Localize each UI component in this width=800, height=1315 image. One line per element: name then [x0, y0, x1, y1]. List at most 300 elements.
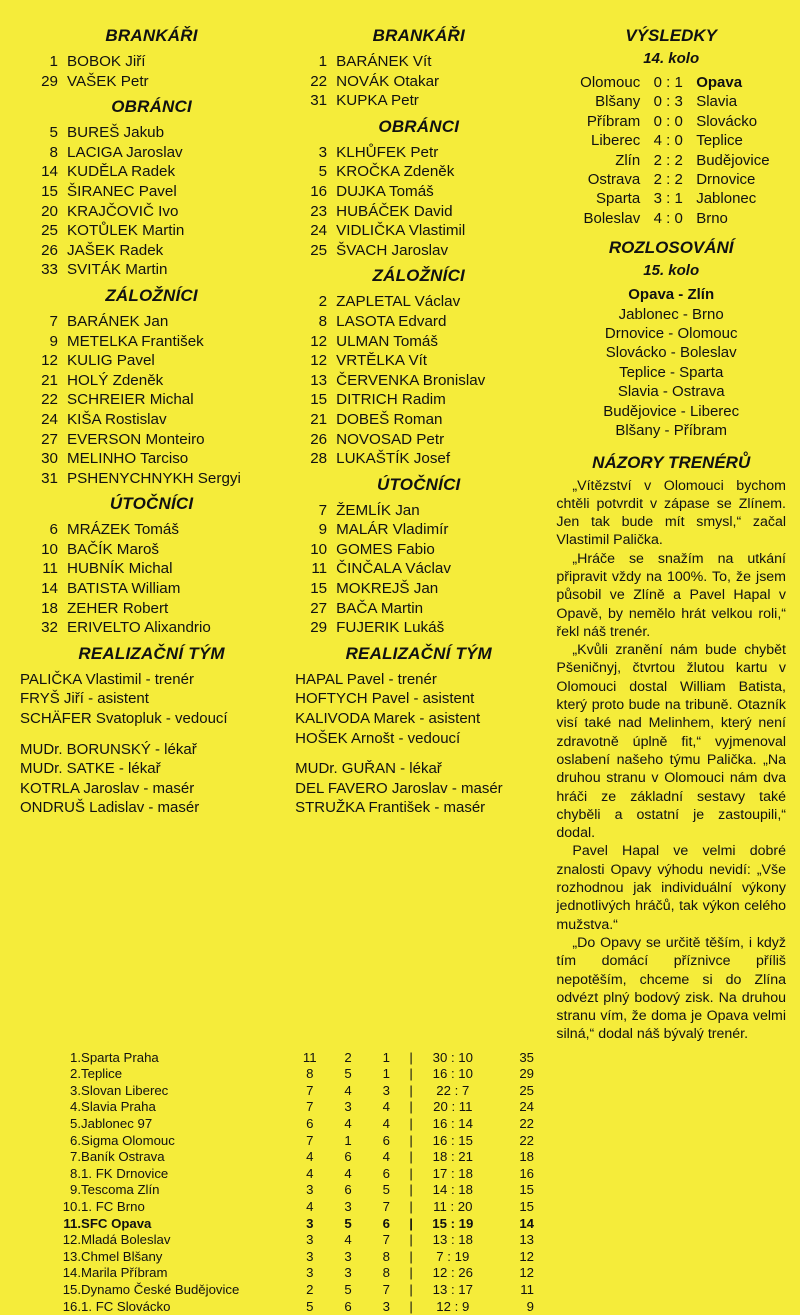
- section-title-goalkeepers-home: BRANKÁŘI: [105, 26, 198, 45]
- standings-position: 16.: [62, 1298, 82, 1314]
- list-item: [297, 351, 548, 371]
- list-item: [28, 599, 289, 619]
- standings-points: 16: [519, 1165, 534, 1181]
- opinions-text: [556, 477, 786, 1044]
- result-home: Blšany: [595, 93, 641, 111]
- player-number: 32: [41, 619, 58, 637]
- result-score: 2 : 2: [653, 171, 683, 189]
- standings-draws: 5: [344, 1282, 352, 1298]
- staff-spacer: [20, 729, 289, 740]
- staff-member: DEL FAVERO Jaroslav - masér: [295, 779, 503, 797]
- section-title-midfielders-home: ZÁLOŽNÍCI: [105, 285, 198, 305]
- player-number: 12: [310, 352, 328, 370]
- result-row: [556, 92, 786, 111]
- opinion-paragraph: Pavel Hapal ve velmi dobré znalosti Opavy výhodu nevidí: „Vše rozhodnou jak individuální výkony jednotlivých hráčů, tak výkon celého mužstva.“: [556, 843, 786, 933]
- list-item: [297, 182, 548, 202]
- list-item: [28, 202, 289, 222]
- list-item: [28, 371, 289, 391]
- player-number: 7: [49, 312, 58, 330]
- player-name: MRÁZEK Tomáš: [67, 521, 179, 539]
- standings-separator: |: [409, 1049, 413, 1065]
- player-name: HUBNÍK Michal: [67, 560, 173, 578]
- staff-member: MUDr. BORUNSKÝ - lékař: [20, 740, 197, 758]
- player-name: KRAJČOVIČ Ivo: [67, 202, 179, 220]
- section-title-goalkeepers-away: BRANKÁŘI: [372, 26, 465, 45]
- list-item: [28, 540, 289, 560]
- player-name: VRTĚLKA Vít: [336, 352, 428, 370]
- standings-points: 13: [519, 1232, 534, 1248]
- roster-goalkeepers-home: [14, 52, 289, 91]
- fixture-row: Slovácko - Boleslav: [605, 344, 737, 362]
- standings-position: 13.: [62, 1248, 82, 1264]
- player-number: 24: [41, 410, 58, 428]
- result-away: Opava: [696, 74, 743, 91]
- player-name: DITRICH Radim: [336, 391, 446, 409]
- standings-losses: 7: [382, 1199, 390, 1215]
- standings-team: 1. FC Brno: [81, 1199, 145, 1215]
- away-team-column: [289, 26, 548, 818]
- player-name: DUJKA Tomáš: [336, 182, 434, 200]
- standings-points: 15: [519, 1199, 534, 1215]
- player-number: 27: [41, 430, 58, 448]
- player-number: 33: [41, 261, 58, 279]
- player-number: 21: [310, 410, 328, 428]
- result-away: Drnovice: [696, 171, 756, 189]
- player-number: 13: [310, 371, 328, 389]
- table-row: [54, 1182, 534, 1199]
- standings-goals: 11 : 20: [433, 1199, 473, 1215]
- staff-member: MUDr. GUŘAN - lékař: [295, 760, 442, 778]
- standings-losses: 3: [382, 1082, 390, 1098]
- player-number: 5: [318, 163, 328, 181]
- standings-goals: 13 : 17: [432, 1282, 473, 1298]
- player-number: 20: [41, 202, 58, 220]
- standings-wins: 3: [306, 1265, 314, 1281]
- table-row: [54, 1299, 534, 1315]
- result-score: 2 : 2: [653, 151, 683, 169]
- standings-team: Slavia Praha: [81, 1099, 156, 1115]
- player-name: DOBEŠ Roman: [336, 410, 443, 428]
- opinion-paragraph: „Kvůli zranění nám bude chybět Pšeničnyj, čtvrtou žlutou kartu v Olomouci dostal William Batista, který proto bude na tribuně. Otazník visí také nad Melinhem, který není zdravotně úplně fit,“ vyjmenoval oslabení našeho týmu Palička. „Na druhou stranu v Olomouci nám dva hráči ze základní sestavy také chyběli a ostatní je zastoupili,“ dodal.: [556, 642, 786, 842]
- fixture-row: Opava - Zlín: [628, 286, 715, 304]
- standings-points: 24: [519, 1099, 534, 1115]
- staff-member: ONDRUŠ Ladislav - masér: [20, 799, 200, 817]
- result-score: 0 : 1: [653, 74, 683, 91]
- standings-points: 22: [519, 1116, 534, 1132]
- player-name: MOKREJŠ Jan: [336, 580, 439, 598]
- standings-wins: 7: [306, 1082, 314, 1098]
- standings-points: 18: [519, 1149, 534, 1165]
- standings-draws: 6: [344, 1149, 352, 1165]
- player-number: 25: [310, 241, 328, 259]
- results-title: VÝSLEDKY: [625, 26, 718, 45]
- player-name: ČINČALA Václav: [336, 560, 451, 578]
- player-name: MALÁR Vladimír: [336, 521, 449, 539]
- player-name: VIDLIČKA Vlastimil: [336, 222, 466, 240]
- result-away: Slavia: [696, 93, 738, 111]
- list-item: [297, 221, 548, 241]
- section-title-defenders-away: OBRÁNCI: [378, 116, 460, 136]
- standings-losses: 4: [382, 1099, 390, 1115]
- staff-member: SCHÄFER Svatopluk - vedoucí: [20, 710, 228, 728]
- standings-losses: 1: [382, 1066, 390, 1082]
- list-item: [297, 332, 548, 352]
- roster-defenders-home: [14, 123, 289, 280]
- list-item: [297, 241, 548, 261]
- list-item: [28, 123, 289, 143]
- standings-position: 7.: [70, 1149, 82, 1165]
- staff-member: MUDr. SATKE - lékař: [20, 760, 161, 778]
- list-item: [297, 202, 548, 222]
- opinions-title: NÁZORY TRENÉRŮ: [592, 452, 751, 472]
- table-row: [54, 1149, 534, 1166]
- result-score: 0 : 0: [653, 112, 683, 130]
- player-name: KUDĚLA Radek: [67, 163, 176, 181]
- table-row: [54, 1232, 534, 1249]
- player-name: KIŠA Rostislav: [67, 410, 167, 428]
- standings-position: 10.: [62, 1199, 82, 1215]
- roster-midfielders-away: [289, 292, 548, 468]
- standings-draws: 6: [344, 1298, 352, 1314]
- standings-wins: 7: [306, 1099, 314, 1115]
- result-home: Ostrava: [587, 171, 641, 189]
- player-number: 23: [310, 202, 328, 220]
- standings-goals: 15 : 19: [432, 1215, 474, 1231]
- list-item: [28, 351, 289, 371]
- standings-losses: 3: [382, 1298, 390, 1314]
- standings-team: 1. FK Drnovice: [81, 1165, 169, 1181]
- standings-position: 5.: [70, 1116, 82, 1132]
- standings-goals: 30 : 10: [432, 1049, 473, 1065]
- standings-draws: 1: [344, 1132, 352, 1148]
- player-number: 29: [310, 619, 328, 637]
- list-item: [297, 449, 548, 469]
- player-number: 29: [41, 72, 58, 90]
- standings-separator: |: [409, 1165, 413, 1181]
- standings-draws: 4: [344, 1232, 352, 1248]
- table-row: [54, 1249, 534, 1266]
- list-item: [297, 371, 548, 391]
- standings-points: 11: [520, 1282, 534, 1298]
- list-item: [297, 143, 548, 163]
- result-row: [556, 209, 786, 228]
- standings-draws: 3: [344, 1265, 352, 1281]
- section-title-midfielders-away: ZÁLOŽNÍCI: [372, 266, 465, 286]
- results-list: [556, 73, 786, 228]
- player-number: 24: [310, 222, 328, 240]
- standings-team: Chmel Blšany: [81, 1248, 163, 1264]
- standings-goals: 12 : 26: [432, 1265, 473, 1281]
- standings-goals: 12 : 9: [436, 1298, 470, 1314]
- list-item: [28, 390, 289, 410]
- player-number: 30: [41, 450, 58, 468]
- table-row: [54, 1133, 534, 1150]
- result-row: [556, 189, 786, 208]
- staff-member: FRYŠ Jiří - asistent: [20, 690, 149, 708]
- standings-separator: |: [409, 1265, 413, 1281]
- standings-wins: 5: [306, 1298, 314, 1314]
- staff-member: HAPAL Pavel - trenér: [295, 670, 437, 688]
- result-score: 4 : 0: [653, 132, 683, 150]
- list-item: [297, 599, 548, 619]
- standings-position: 1.: [70, 1049, 82, 1065]
- player-number: 6: [49, 521, 58, 539]
- result-away: Slovácko: [696, 112, 758, 130]
- table-row: [54, 1066, 534, 1083]
- player-name: BOBOK Jiří: [67, 53, 146, 70]
- player-number: 26: [310, 430, 328, 448]
- result-row: [556, 170, 786, 189]
- table-row: [54, 1265, 534, 1282]
- opinion-paragraph: „Hráče se snažím na utkání připravit vždy na 100%. To, že jsem působil ve Zlíně a Pavel Hapal v Opavě, by nemělo hrát velkou roli,“ řekl náš trenér.: [556, 550, 786, 640]
- standings-draws: 3: [344, 1248, 352, 1264]
- player-name: SCHREIER Michal: [67, 391, 194, 409]
- standings-position: 2.: [70, 1066, 82, 1082]
- player-number: 2: [318, 293, 328, 311]
- player-name: HOLÝ Zdeněk: [67, 371, 164, 389]
- section-title-defenders-home: OBRÁNCI: [111, 97, 192, 117]
- standings-goals: 13 : 18: [432, 1232, 473, 1248]
- standings-wins: 2: [306, 1282, 314, 1298]
- list-item: [297, 72, 548, 92]
- player-name: METELKA František: [67, 332, 204, 350]
- player-number: 27: [310, 599, 328, 617]
- staff-member: STRUŽKA František - masér: [295, 799, 486, 817]
- standings-goals: 18 : 21: [432, 1149, 473, 1165]
- standings-position: 6.: [70, 1132, 82, 1148]
- standings-separator: |: [409, 1215, 413, 1231]
- standings-position: 11.: [63, 1215, 82, 1231]
- player-name: ZAPLETAL Václav: [336, 293, 461, 311]
- player-name: BARÁNEK Vít: [336, 53, 432, 70]
- player-name: MELINHO Tarciso: [67, 450, 189, 468]
- list-item: [28, 162, 289, 182]
- list-item: [28, 52, 289, 72]
- result-away: Budějovice: [696, 151, 770, 169]
- list-item: [297, 430, 548, 450]
- standings-separator: |: [409, 1099, 413, 1115]
- standings-team: Marila Příbram: [81, 1265, 168, 1281]
- standings-position: 8.: [70, 1165, 82, 1181]
- player-number: 11: [311, 560, 328, 578]
- standings-points: 12: [519, 1248, 534, 1264]
- standings-draws: 4: [344, 1082, 352, 1098]
- standings-points: 35: [519, 1049, 534, 1065]
- standings-wins: 6: [306, 1116, 314, 1132]
- standings-losses: 7: [382, 1232, 390, 1248]
- standings-team: Slovan Liberec: [81, 1082, 169, 1098]
- results-round: 14. kolo: [643, 50, 700, 67]
- opinion-paragraph: „Vítězství v Olomouci bychom chtěli potvrdit v zápase se Zlínem. Jen tak bude mít smysl,“ začal Vlastimil Palička.: [556, 477, 786, 549]
- standings-separator: |: [409, 1116, 413, 1132]
- result-home: Sparta: [596, 190, 641, 208]
- player-number: 31: [41, 469, 58, 487]
- standings-team: SFC Opava: [81, 1215, 152, 1231]
- player-number: 12: [310, 332, 328, 350]
- list-item: [297, 410, 548, 430]
- result-home: Zlín: [615, 151, 641, 169]
- player-number: 12: [41, 352, 58, 370]
- player-name: LUKAŠTÍK Josef: [336, 450, 451, 468]
- table-row: [54, 1199, 534, 1216]
- list-item: [28, 559, 289, 579]
- standings-points: 14: [519, 1215, 534, 1231]
- home-team-column: [14, 26, 289, 818]
- standings-wins: 3: [306, 1232, 314, 1248]
- player-number: 18: [41, 599, 58, 617]
- standings-draws: 5: [344, 1215, 352, 1231]
- standings-separator: |: [409, 1082, 413, 1098]
- player-number: 8: [318, 312, 328, 330]
- standings-table-wrap: [14, 1050, 534, 1315]
- standings-losses: 5: [382, 1182, 390, 1198]
- player-number: 16: [310, 182, 328, 200]
- player-name: LACIGA Jaroslav: [67, 143, 183, 161]
- player-number: 15: [41, 182, 58, 200]
- fixtures-title: ROZLOSOVÁNÍ: [608, 238, 734, 258]
- standings-wins: 3: [306, 1182, 314, 1198]
- table-row: [54, 1116, 534, 1133]
- standings-points: 22: [519, 1132, 534, 1148]
- standings-draws: 2: [344, 1049, 352, 1065]
- list-item: [297, 520, 548, 540]
- list-item: [28, 221, 289, 241]
- standings-team: Baník Ostrava: [81, 1149, 165, 1165]
- player-number: 26: [41, 241, 58, 259]
- player-name: BARÁNEK Jan: [67, 312, 169, 330]
- list-item: [297, 540, 548, 560]
- roster-midfielders-home: [14, 312, 289, 488]
- player-number: 1: [318, 53, 328, 70]
- standings-losses: 1: [382, 1049, 390, 1065]
- player-name: ULMAN Tomáš: [336, 332, 438, 350]
- list-item: [297, 162, 548, 182]
- standings-draws: 4: [344, 1165, 352, 1181]
- list-item: [297, 292, 548, 312]
- player-name: HUBÁČEK David: [336, 202, 453, 220]
- standings-goals: 20 : 11: [433, 1099, 473, 1115]
- player-name: ZEHER Robert: [67, 599, 169, 617]
- standings-points: 25: [519, 1082, 534, 1098]
- standings-separator: |: [409, 1248, 413, 1264]
- standings-position: 4.: [70, 1099, 82, 1115]
- fixture-row: Drnovice - Olomouc: [604, 325, 738, 343]
- standings-team: Sparta Praha: [81, 1049, 159, 1065]
- standings-goals: 16 : 14: [432, 1116, 473, 1132]
- player-name: JAŠEK Radek: [67, 241, 164, 259]
- standings-separator: |: [409, 1182, 413, 1198]
- list-item: [28, 260, 289, 280]
- list-item: [297, 618, 548, 638]
- player-name: BAČA Martin: [336, 599, 424, 617]
- result-row: [556, 151, 786, 170]
- roster-forwards-away: [289, 501, 548, 638]
- standings-goals: 22 : 7: [436, 1082, 470, 1098]
- list-item: [28, 332, 289, 352]
- section-title-forwards-home: ÚTOČNÍCI: [109, 494, 194, 514]
- standings-team: Dynamo České Budějovice: [81, 1282, 240, 1298]
- player-number: 21: [41, 371, 58, 389]
- player-name: VAŠEK Petr: [67, 72, 149, 90]
- list-item: [297, 52, 548, 72]
- player-name: NOVÁK Otakar: [336, 72, 440, 90]
- standings-team: 1. FC Slovácko: [81, 1298, 171, 1314]
- list-item: [297, 91, 548, 111]
- standings-losses: 6: [382, 1215, 390, 1231]
- result-away: Teplice: [696, 132, 743, 150]
- fixture-row: Jablonec - Brno: [618, 305, 724, 323]
- result-away: Jablonec: [696, 190, 757, 208]
- standings-position: 15.: [62, 1282, 82, 1298]
- player-number: 11: [42, 560, 58, 578]
- standings-separator: |: [409, 1298, 413, 1314]
- roster-defenders-away: [289, 143, 548, 261]
- standings-goals: 16 : 15: [432, 1132, 473, 1148]
- standings-wins: 4: [306, 1165, 314, 1181]
- player-name: KULIG Pavel: [67, 352, 155, 370]
- standings-goals: 7 : 19: [436, 1248, 470, 1264]
- list-item: [28, 312, 289, 332]
- standings-position: 9.: [70, 1182, 82, 1198]
- player-number: 5: [49, 124, 58, 142]
- player-number: 25: [41, 222, 58, 240]
- result-row: [556, 131, 786, 150]
- player-number: 7: [318, 501, 328, 519]
- player-name: BUREŠ Jakub: [67, 124, 165, 142]
- standings-losses: 6: [382, 1132, 390, 1148]
- result-row: [556, 112, 786, 131]
- player-name: EVERSON Monteiro: [67, 430, 205, 448]
- player-name: KOTŮLEK Martin: [67, 222, 185, 240]
- list-item: [297, 312, 548, 332]
- standings-draws: 6: [344, 1182, 352, 1198]
- staff-spacer: [295, 748, 548, 759]
- player-number: 10: [310, 540, 328, 558]
- fixtures-list: [556, 285, 786, 440]
- standings-separator: |: [409, 1132, 413, 1148]
- fixture-row: Blšany - Příbram: [615, 422, 728, 440]
- standings-points: 15: [519, 1182, 534, 1198]
- player-number: 8: [49, 143, 58, 161]
- player-name: FUJERIK Lukáš: [336, 619, 445, 637]
- list-item: [297, 579, 548, 599]
- standings-losses: 6: [382, 1165, 390, 1181]
- result-home: Olomouc: [580, 74, 641, 91]
- list-item: [28, 618, 289, 638]
- staff-list-away: [289, 670, 548, 818]
- list-item: [28, 469, 289, 489]
- standings-draws: 5: [344, 1066, 352, 1082]
- player-name: KUPKA Petr: [336, 92, 419, 110]
- list-item: [297, 390, 548, 410]
- player-number: 31: [310, 92, 328, 110]
- player-name: ŽEMLÍK Jan: [336, 501, 420, 519]
- player-number: 22: [310, 72, 328, 90]
- standings-separator: |: [409, 1282, 413, 1298]
- list-item: [28, 241, 289, 261]
- staff-member: KOTRLA Jaroslav - masér: [20, 779, 195, 797]
- standings-separator: |: [409, 1199, 413, 1215]
- table-row: [54, 1083, 534, 1100]
- standings-team: Tescoma Zlín: [81, 1182, 160, 1198]
- standings-team: Mladá Boleslav: [81, 1232, 171, 1248]
- standings-draws: 3: [344, 1099, 352, 1115]
- standings-separator: |: [409, 1066, 413, 1082]
- standings-wins: 8: [306, 1066, 314, 1082]
- player-number: 9: [49, 332, 58, 350]
- list-item: [297, 501, 548, 521]
- fixture-row: Teplice - Sparta: [619, 363, 724, 381]
